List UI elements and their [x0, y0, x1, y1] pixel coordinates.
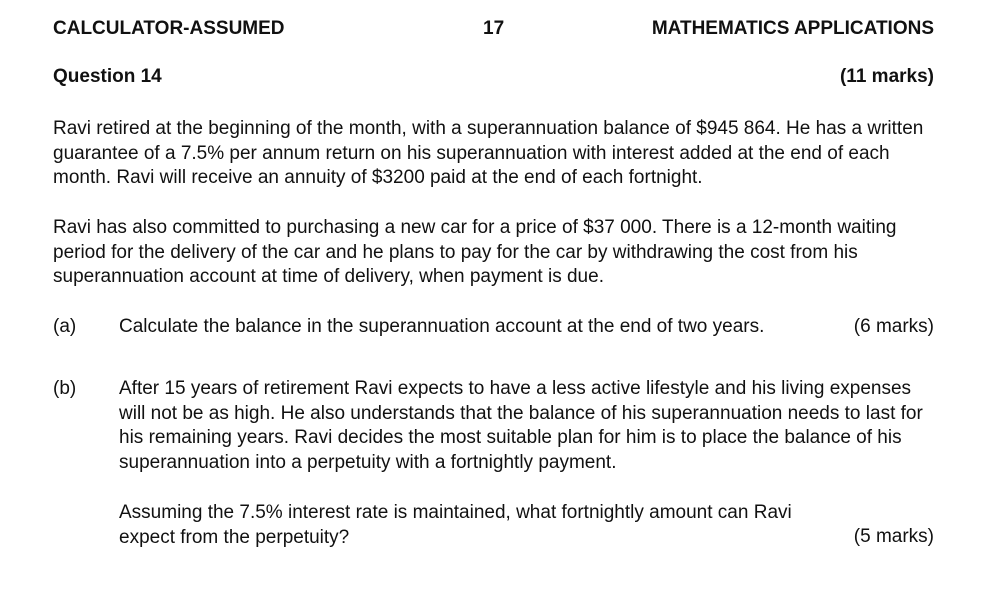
question-title: Question 14	[53, 66, 162, 87]
part-b-marks: (5 marks)	[853, 526, 934, 547]
part-a-label: (a)	[53, 316, 77, 337]
part-a-text: Calculate the balance in the superannuation account at the end of two years.	[119, 316, 765, 337]
header-calculator-assumed: CALCULATOR-ASSUMED	[53, 18, 285, 39]
part-b-question: Assuming the 7.5% interest rate is maintained, what fortnightly amount can Ravi expect from the perpetuity?	[119, 502, 792, 548]
page-number: 17	[483, 18, 505, 39]
question-paragraph-1: Ravi retired at the beginning of the month, with a superannuation balance of $945 864. He has a written guarantee of a 7.5% per annum return on his superannuation with interest added at the end of each month. Ravi will receive an annuity of $3200 paid at the end of each fortnight.	[53, 118, 924, 188]
part-a-marks: (6 marks)	[853, 316, 934, 337]
question-marks: (11 marks)	[839, 66, 934, 87]
question-heading	[53, 66, 934, 92]
question-paragraph-2: Ravi has also committed to purchasing a new car for a price of $37 000. There is a 12-month waiting period for the delivery of the car and he plans to pay for the car by withdrawing the cost from his superannuation account at time of delivery, when payment is due.	[53, 217, 897, 287]
page-header	[53, 18, 934, 44]
header-subject: MATHEMATICS APPLICATIONS	[651, 18, 934, 39]
part-b-label: (b)	[53, 378, 77, 399]
part-b-text: After 15 years of retirement Ravi expects to have a less active lifestyle and his living expenses will not be as high. He also understands that the balance of his superannuation needs to last for his remaining years. Ravi decides the most suitable plan for him is to place the balance of his superannuation into a perpetuity with a fortnightly payment.	[119, 378, 923, 473]
